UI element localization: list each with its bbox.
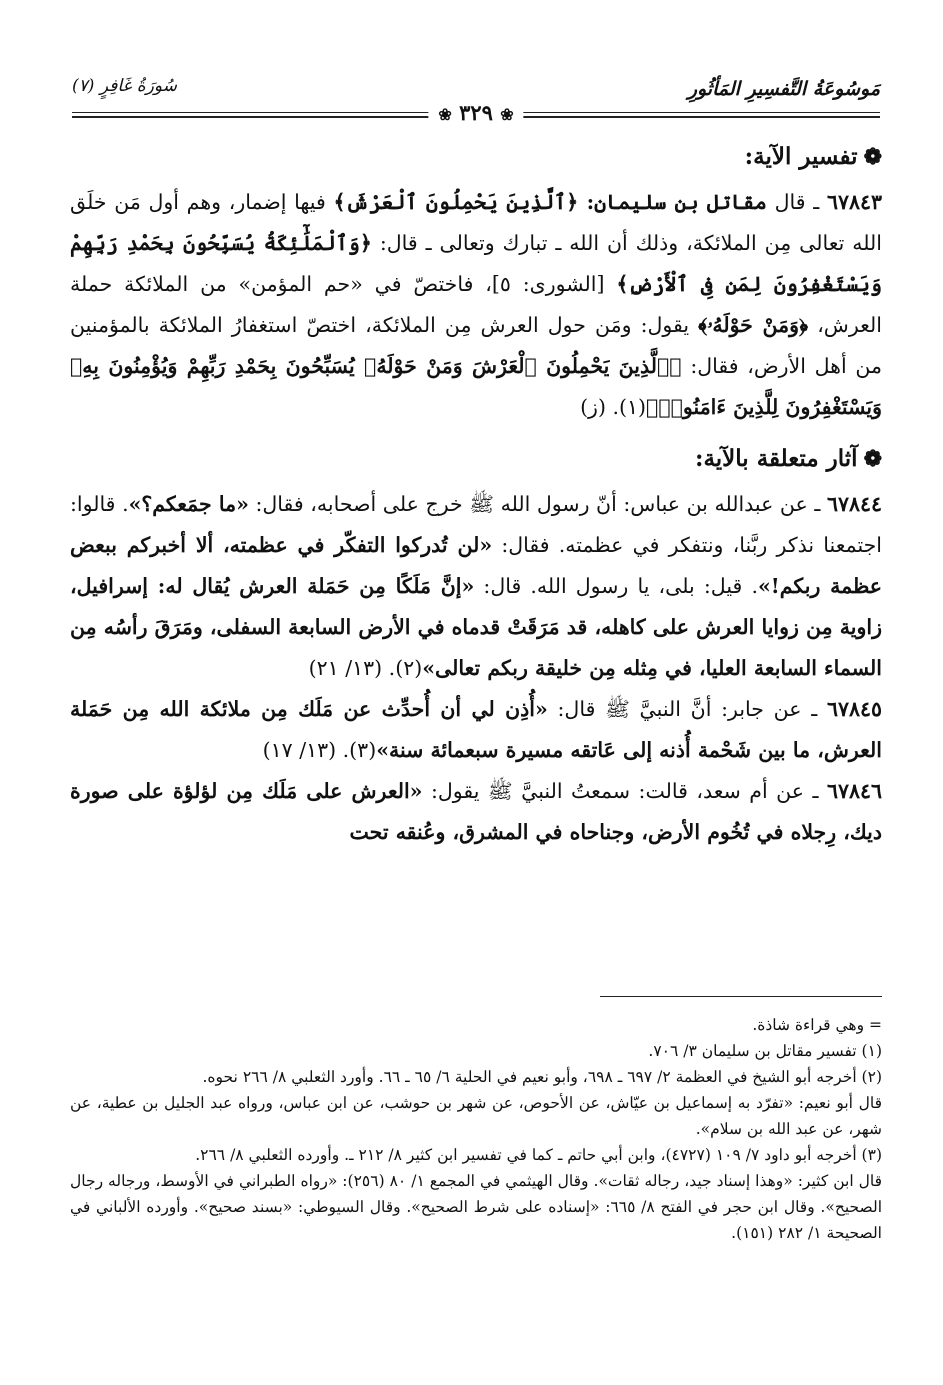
flower-icon: ❁ — [863, 144, 882, 170]
report-number: ٦٧٨٤٤ — [826, 492, 883, 516]
footnote-line: قال أبو نعيم: «تفرّد به إسماعيل بن عيّاش، عن الأحوص، عن شهر بن حوشب، عن ابن عباس، ورواه عبد الجليل بن عطية، عن شهر، عن عبد الله بن سلام». — [70, 1094, 883, 1138]
text: ـ قال — [766, 190, 827, 214]
text: (٣). (١٣/ ١٧) — [262, 738, 377, 762]
hadith-text: «ما جمَعكم؟» — [128, 492, 249, 516]
footnote-line: = وهي قراءة شاذة. — [752, 1016, 882, 1034]
footnote-line: (١) تفسير مقاتل بن سليمان ٣/ ٧٠٦. — [648, 1042, 882, 1060]
text: (١). (ز) — [580, 395, 647, 419]
text: ـ عن عبدالله بن عباس: أنّ رسول الله ﷺ خرج على أصحابه، فقال: — [248, 492, 827, 516]
hadith-text: «العرش على مَلَك مِن لؤلؤة على صورة ديك، رِجلاه في تُخُوم الأرض، وجناحاه في المشرق، وعُنقه تحت — [70, 779, 882, 844]
main-text — [70, 140, 882, 853]
quran-quote: ﴿ٱلَّذِينَ يَحْمِلُونَ ٱلْعَرْشَ وَمَنْ حَوْلَهُۥ يُسَبِّحُونَ بِحَمْدِ رَبِّهِمْ وَيُؤْمِنُونَ بِهِۦ وَيَسْتَغْفِرُونَ لِلَّذِينَ ءَامَنُوا۟﴾ — [70, 354, 882, 419]
book-title: مَوسُوعَةُ التَّفسِيرِ المَأثُورِ — [687, 78, 880, 100]
footnote-line: (٣) أخرجه أبو داود ٧/ ١٠٩ (٤٧٢٧)، وابن أبي حاتم ـ كما في تفسير ابن كثير ٨/ ٢١٢ ـ. وأورده الثعلبي ٨/ ٢٦٦. — [195, 1146, 882, 1164]
hadith-text: «أُذِن لي أن أُحدِّث عن مَلَك مِن ملائكة الله مِن حَمَلة العرش، ما بين شَحْمة أُذنه إلى عَاتقه مسيرة سبعمائة سنة» — [70, 697, 882, 762]
hadith-text: «إنَّ مَلَكًا مِن حَمَلة العرش يُقال له: إسرافيل، زاوية مِن زوايا العرش على كاهله، قد مَرَقَتْ قدماه في الأرض السابعة السفلى، ومَرَقَ رأسُه مِن السماء السابعة العليا، في مِثله مِن خليقة ربكم تعالى» — [70, 574, 882, 680]
surah-label: سُورَةُ غَافِرٍ (٧) — [72, 76, 177, 96]
page-header — [72, 62, 880, 125]
text: يقول: ومَن حول العرش مِن الملائكة، اختصّ استغفارُ الملائكة بالمؤمنين من أهل الأرض، فقال: — [70, 313, 882, 378]
text: . قالوا: اجتمعنا نذكر ربَّنا، ونتفكر في عظمته. فقال: — [70, 492, 882, 557]
footnote-line: قال ابن كثير: «وهذا إسناد جيد، رجاله ثقات». وقال الهيثمي في المجمع ١/ ٨٠ (٢٥٦): «رواه الطبراني في الأوسط، ورجاله رجال الصحيح». وقال ابن حجر في الفتح ٨/ ٦٦٥: «إسناده على شرط الصحيح». وقال السيوطي: «بسند صحيح». وأورده الألباني في الصحيحة ١/ ٢٨٢ (١٥١). — [70, 1172, 883, 1242]
spacer — [70, 428, 882, 442]
ornament-icon: ❀ — [500, 105, 514, 124]
paragraph-67845 — [70, 689, 882, 771]
text: . قيل: بلى، يا رسول الله. قال: — [474, 574, 758, 598]
text: (٢). (١٣/ ٢١) — [308, 656, 423, 680]
footnote-rule — [600, 996, 882, 997]
page-number-text: ٣٢٩ — [459, 100, 493, 125]
paragraph-67843 — [70, 182, 882, 428]
text: ـ عن أم سعد، قالت: سمعتُ النبيَّ ﷺ يقول: — [422, 779, 827, 803]
narrator: مقاتل بن سليمان: — [578, 190, 767, 214]
report-number: ٦٧٨٤٥ — [826, 697, 883, 721]
text: ـ عن جابر: أنَّ النبيَّ ﷺ قال: — [547, 697, 827, 721]
report-number: ٦٧٨٤٦ — [826, 779, 882, 803]
quran-quote: ﴿وَٱلْمَلَٰٓئِكَةُ يُسَبِّحُونَ بِحَمْدِ رَبِّهِمْ وَيَسْتَغْفِرُونَ لِمَن فِى ٱلْأَرْضِ﴾ — [70, 231, 882, 296]
paragraph-67846 — [70, 771, 882, 853]
text: فيها إضمار، وهم أول مَن خلَق الله تعالى مِن الملائكة، وذلك أن الله ـ تبارك وتعالى ـ قال: — [70, 190, 882, 255]
section-heading-tafsir — [70, 140, 882, 174]
quran-quote: ﴿وَمَنْ حَوْلَهُۥ﴾ — [698, 313, 809, 337]
paragraph-67844 — [70, 484, 882, 689]
report-number: ٦٧٨٤٣ — [826, 190, 883, 214]
text: [الشورى: ٥]، فاختصّ في «حم المؤمن» من الملائكة حملة العرش، — [70, 272, 882, 337]
section-heading-text: آثار متعلقة بالآية: — [694, 445, 858, 472]
flower-icon: ❁ — [863, 446, 882, 472]
quran-quote: ﴿ٱلَّذِينَ يَحْمِلُونَ ٱلْعَرْشَ﴾ — [333, 190, 579, 214]
hadith-text: «لن تُدركوا التفكّر في عظمته، ألا أخبركم ببعض عظمة ربكم!» — [70, 533, 882, 598]
footnotes — [70, 1012, 882, 1246]
section-heading-athar — [70, 442, 882, 476]
footnote-line: (٢) أخرجه أبو الشيخ في العظمة ٢/ ٦٩٧ ـ ٦٩٨، وأبو نعيم في الحلية ٦/ ٦٥ ـ ٦٦. وأورد الثعلبي ٨/ ٢٦٦ نحوه. — [202, 1068, 882, 1086]
section-heading-text: تفسير الآية: — [744, 143, 858, 170]
ornament-icon: ❀ — [438, 105, 452, 124]
page-number — [428, 100, 523, 125]
